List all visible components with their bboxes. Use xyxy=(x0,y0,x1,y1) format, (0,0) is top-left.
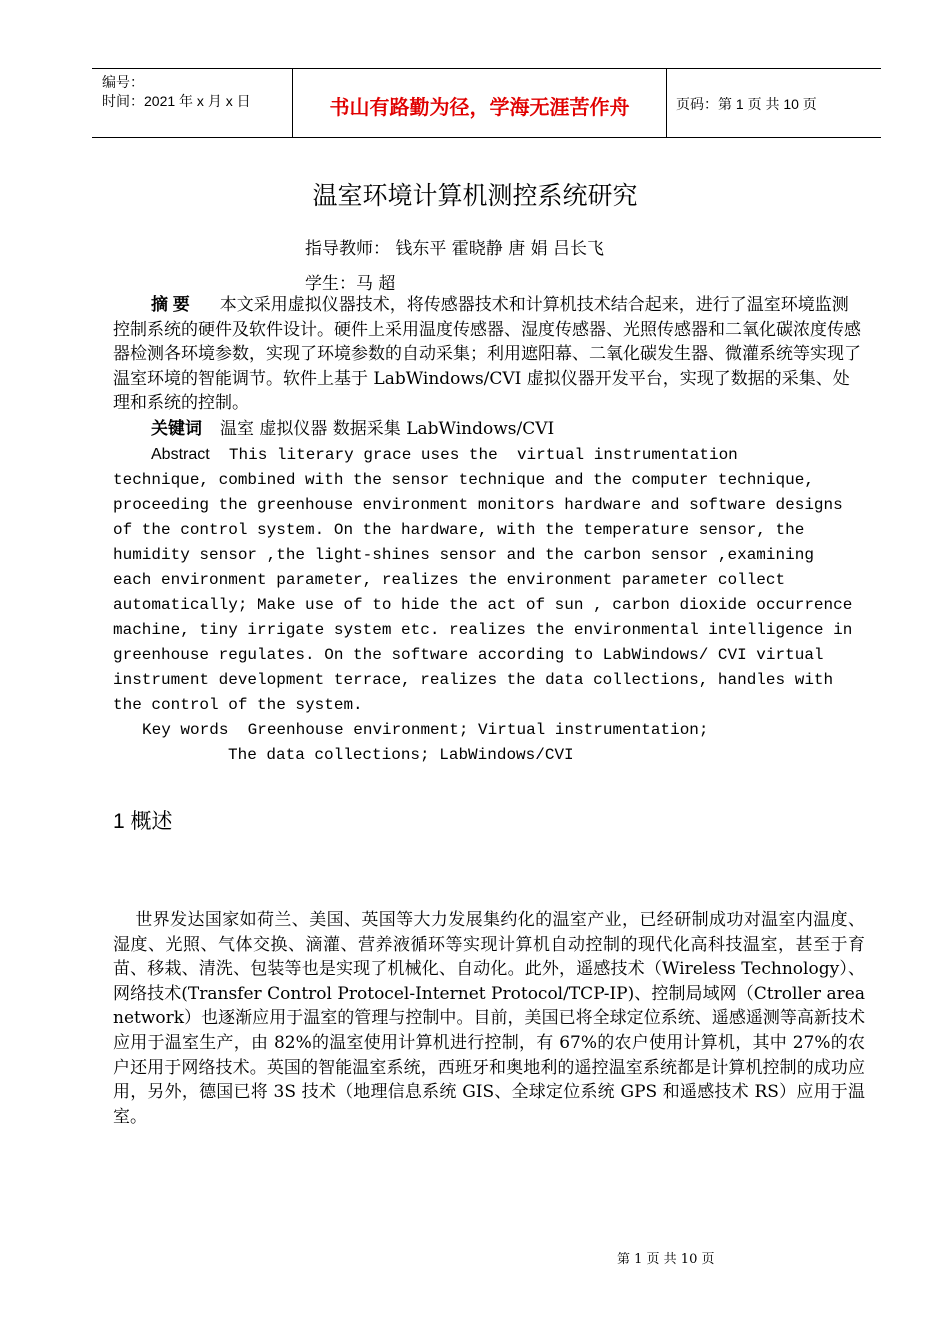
abstract-en-line: the control of the system. xyxy=(113,696,363,714)
section-paragraph: 世界发达国家如荷兰、美国、英国等大力发展集约化的温室产业，已经研制成功对温室内温度、湿度、光照、气体交换、滴灌、营养液循环等实现计算机自动控制的现代化高科技温室，甚至于育苗、移栽、清洗、包装等也是实现了机械化、自动化。此外，遥感技术（Wireless Technology）、网络技术(Transfer Control Protocel-Internet Protocol/TCP-IP)、控制局域网（Ctroller area network）也逐渐应用于温室的管理与控制中。目前，美国已将全球定位系统、遥感遥测等高新技术应用于温室生产，由 82%的温室使用计算机进行控制，有 67%的农户使用计算机，其中 27%的农户还用于网络技术。英国的智能温室系统，西班牙和奥地利的遥控温室系统都是计算机控制的成功应用，另外，德国已将 3S 技术（地理信息系统 GIS、全球定位系统 GPS 和遥感技术 RS）应用于温室。 xyxy=(113,910,865,1127)
document-time-label: 时间：2021 年 x 月 x 日 xyxy=(102,93,251,109)
advisors-line: 指导教师： 钱东平 霍晓静 唐 娟 吕长飞 xyxy=(305,239,605,259)
student-line: 学生：马 超 xyxy=(305,274,396,294)
document-header xyxy=(92,68,881,138)
abstract-cn xyxy=(113,293,865,416)
abstract-en-line: each environment parameter, realizes the environment parameter collect xyxy=(113,571,786,589)
header-left-cell xyxy=(92,69,292,137)
abstract-en-line: proceeding the greenhouse environment monitors hardware and software designs xyxy=(113,496,843,514)
keywords-cn xyxy=(113,417,865,442)
keywords-cn-text: 温室 虚拟仪器 数据采集 LabWindows/CVI xyxy=(220,419,555,439)
keywords-en-line: Key words Greenhouse environment; Virtual instrumentation; xyxy=(142,721,709,739)
document-number-label: 编号： xyxy=(102,74,144,90)
keywords-en-line: The data collections; LabWindows/CVI xyxy=(228,746,574,764)
abstract-en-line: technique, combined with the sensor technique and the computer technique, xyxy=(113,471,814,489)
section-heading: 1 概述 xyxy=(113,810,173,833)
abstract-en-line: machine, tiny irrigate system etc. realizes the environmental intelligence in xyxy=(113,621,853,639)
abstract-en-line: humidity sensor ,the light-shines sensor and the carbon sensor ,examining xyxy=(113,546,814,564)
paper-title: 温室环境计算机测控系统研究 xyxy=(312,181,638,210)
keywords-cn-label: 关键词 xyxy=(151,419,202,438)
abstract-en-label: Abstract xyxy=(151,446,210,463)
abstract-en-line: greenhouse regulates. On the software according to LabWindows/ CVI virtual xyxy=(113,646,824,664)
abstract-cn-label: 摘 要 xyxy=(151,295,190,314)
abstract-en-line: automatically; Make use of to hide the act of sun , carbon dioxide occurrence xyxy=(113,596,853,614)
abstract-en-line: of the control system. On the hardware, with the temperature sensor, the xyxy=(113,521,805,539)
abstract-en-line: Abstract This literary grace uses the virtual instrumentation xyxy=(151,446,738,464)
abstract-cn-text: 本文采用虚拟仪器技术，将传感器技术和计算机技术结合起来，进行了温室环境监测控制系统的硬件及软件设计。硬件上采用温度传感器、湿度传感器、光照传感器和二氧化碳浓度传感器检测各环境参数，实现了环境参数的自动采集；利用遮阳幕、二氧化碳发生器、微灌系统等实现了温室环境的智能调节。软件上基于 LabWindows/CVI 虚拟仪器开发平台，实现了数据的采集、处理和系统的控制。 xyxy=(113,295,861,414)
page-footer: 第 1 页 共 10 页 xyxy=(617,1252,715,1267)
header-motto-cell xyxy=(292,69,667,137)
header-page-info: 页码：第 1 页 共 10 页 xyxy=(676,96,817,112)
header-motto: 书山有路勤为径，学海无涯苦作舟 xyxy=(329,97,630,119)
abstract-en-line: instrument development terrace, realizes the data collections, handles with xyxy=(113,671,834,689)
header-page-cell xyxy=(666,69,881,137)
